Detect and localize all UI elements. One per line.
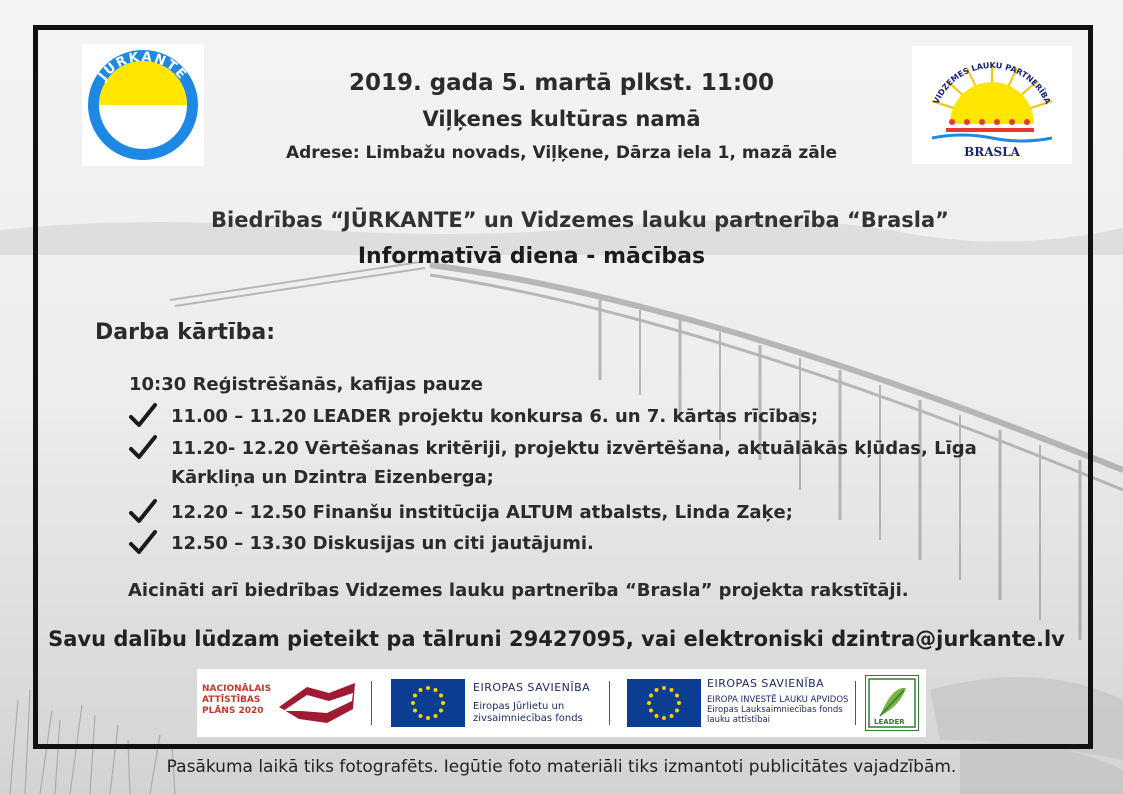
agenda-item-text: 12.20 – 12.50 Finanšu institūcija ALTUM atbalsts, Linda Zaķe;	[171, 502, 793, 523]
event-date-time: 2019. gada 5. martā plkst. 11:00	[348, 70, 775, 96]
svg-text:BRASLA: BRASLA	[964, 145, 1020, 159]
agenda-item	[128, 434, 1008, 492]
event-venue: Viļķenes kultūras namā	[422, 107, 701, 131]
agenda-item-text: 11.20- 12.20 Vērtēšanas kritēriji, projektu izvērtēšana, aktuālākās kļūdas, Līga Kārkliņa un Dzintra Eizenberga;	[171, 438, 977, 488]
eu-flag-icon	[627, 679, 701, 727]
eu1-subtitle: Eiropas Jūrlietu un zivsaimniecības fonds	[473, 701, 583, 724]
eu2-title: EIROPAS SAVIENĪBA	[707, 677, 825, 690]
eu-flag-icon	[391, 679, 465, 727]
invitation-note: Aicināti arī biedrības Vidzemes lauku partnerība “Brasla” projekta rakstītāji.	[128, 580, 909, 601]
agenda-item-text: 12.50 – 13.30 Diskusijas un citi jautājumi.	[171, 533, 594, 554]
event-address: Adrese: Limbažu novads, Viļķene, Dārza iela 1, mazā zāle	[285, 143, 838, 163]
divider	[855, 681, 856, 725]
agenda-item	[128, 402, 1008, 431]
agenda-item	[128, 529, 1008, 558]
leader-logo	[865, 675, 919, 731]
agenda-heading: Darba kārtība:	[95, 320, 275, 345]
leader-logo-icon	[866, 676, 918, 730]
eu2-subtitle: EIROPA INVESTĒ LAUKU APVIDOS Eiropas Lauksaimniecības fonds lauku attīstībai	[707, 695, 849, 725]
checkmark-icon	[128, 402, 158, 430]
svg-text:JŪRKANTE: JŪRKANTE	[95, 49, 191, 84]
funders-banner	[197, 669, 926, 737]
event-title: Informatīvā diena - mācības	[357, 244, 706, 269]
registration-contact: Savu dalību lūdzam pieteikt pa tālruni 29427095, vai elektroniski dzintra@jurkante.lv	[48, 627, 1065, 651]
svg-text:LEADER: LEADER	[874, 718, 905, 726]
agenda-item-text: 11.00 – 11.20 LEADER projektu konkursa 6. un 7. kārtas rīcības;	[171, 406, 819, 427]
nap2020-flag-icon	[277, 679, 359, 727]
checkmark-icon	[128, 434, 158, 462]
divider	[609, 681, 610, 725]
photo-notice: Pasākuma laikā tiks fotografēts. Iegūtie foto materiāli tiks izmantoti publicitātes vajadzībām.	[166, 757, 957, 777]
divider	[371, 681, 372, 725]
organizers: Biedrības “JŪRKANTE” un Vidzemes lauku partnerība “Brasla”	[211, 208, 949, 232]
checkmark-icon	[128, 529, 158, 557]
agenda-item	[128, 498, 1008, 527]
nap2020-logo-text: NACIONĀLAIS ATTĪSTĪBAS PLĀNS 2020	[202, 684, 272, 716]
svg-text:VIDZEMES LAUKU PARTNERĪBA: VIDZEMES LAUKU PARTNERĪBA	[931, 60, 1053, 106]
agenda-registration: 10:30 Reģistrēšanās, kafijas pauze	[129, 374, 484, 395]
eu1-title: EIROPAS SAVIENĪBA	[473, 681, 591, 694]
checkmark-icon	[128, 498, 158, 526]
